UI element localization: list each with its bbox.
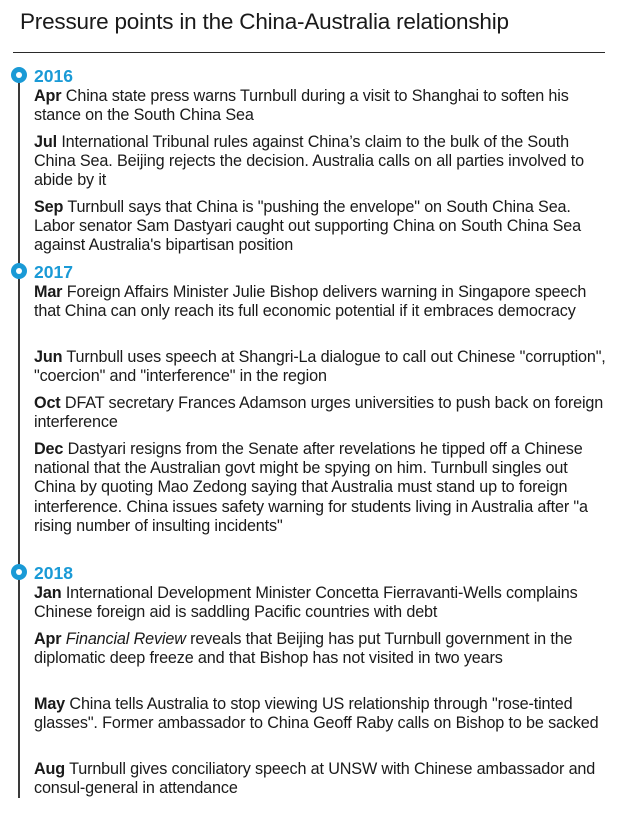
- timeline-entry-2016-apr: [34, 87, 608, 125]
- entry-publication: Financial Review: [65, 630, 186, 648]
- timeline-entry-2017-dec: [34, 440, 608, 536]
- timeline-entry-2018-apr: [34, 630, 608, 668]
- entry-text: International Development Minister Concetta Fierravanti-Wells complains Chinese foreign aid is saddling Pacific countries with debt: [34, 584, 578, 622]
- timeline-line: [18, 73, 20, 798]
- timeline-entry-2017-oct: [34, 394, 608, 432]
- entry-text: Turnbull says that China is "pushing the envelope" on South China Sea. Labor senator Sam Dastyari caught out supporting China on South China Sea against Australia's bipartisan position: [34, 198, 581, 255]
- entry-month: Jan: [34, 584, 62, 602]
- year-heading-2016: 2016: [34, 66, 73, 86]
- timeline-entry-2018-may: [34, 695, 608, 733]
- entry-month: Dec: [34, 440, 64, 458]
- entry-text: Dastyari resigns from the Senate after revelations he tipped off a Chinese national that the Australian govt might be spying on him. Turnbull singles out China by quoting Mao Zedong saying that Australia must stand up to foreign interference. China issues safety warning for students living in Australia after "a rising number of insulting incidents": [34, 440, 588, 535]
- entry-text: Turnbull gives conciliatory speech at UNSW with Chinese ambassador and consul-general in attendance: [34, 760, 596, 798]
- entry-month: Sep: [34, 198, 64, 216]
- year-heading-2017: 2017: [34, 262, 73, 282]
- entry-text: International Tribunal rules against China’s claim to the bulk of the South China Sea. Beijing rejects the decision. Australia calls on all parties involved to abide by it: [34, 133, 584, 190]
- page-title: Pressure points in the China-Australia relationship: [20, 9, 509, 34]
- entry-month: Oct: [34, 394, 61, 412]
- entry-month: May: [34, 695, 66, 713]
- entry-text: DFAT secretary Frances Adamson urges universities to push back on foreign interference: [34, 394, 604, 432]
- entry-text: Foreign Affairs Minister Julie Bishop delivers warning in Singapore speech that China can only reach its full economic potential if it embraces democracy: [34, 283, 587, 321]
- timeline-marker-2017: [11, 263, 27, 279]
- timeline-entry-2017-jun: [34, 348, 608, 386]
- timeline-entry-2018-aug: [34, 760, 608, 798]
- timeline-entry-2016-jul: [34, 133, 608, 191]
- year-heading-2018: 2018: [34, 563, 73, 583]
- timeline-marker-2018: [11, 564, 27, 580]
- timeline-entry-2017-mar: [34, 283, 608, 321]
- entry-text: China tells Australia to stop viewing US relationship through "rose-tinted glasses". Former ambassador to China Geoff Raby calls on Bishop to be sacked: [34, 695, 599, 733]
- entry-month: Jun: [34, 348, 63, 366]
- entry-text: China state press warns Turnbull during a visit to Shanghai to soften his stance on the South China Sea: [34, 87, 569, 125]
- entry-month: Aug: [34, 760, 66, 778]
- entry-month: Mar: [34, 283, 63, 301]
- timeline-entry-2016-sep: [34, 198, 608, 256]
- title-divider: [13, 52, 605, 53]
- entry-month: Apr: [34, 87, 62, 105]
- timeline-marker-2016: [11, 67, 27, 83]
- entry-text: reveals that Beijing has put Turnbull government in the diplomatic deep freeze and that Bishop has not visited in two years: [34, 630, 573, 668]
- entry-month: Jul: [34, 133, 57, 151]
- entry-text: Turnbull uses speech at Shangri-La dialogue to call out Chinese "corruption", "coercion" and "interference" in the region: [34, 348, 606, 386]
- entry-month: Apr: [34, 630, 62, 648]
- timeline-entry-2018-jan: [34, 584, 608, 622]
